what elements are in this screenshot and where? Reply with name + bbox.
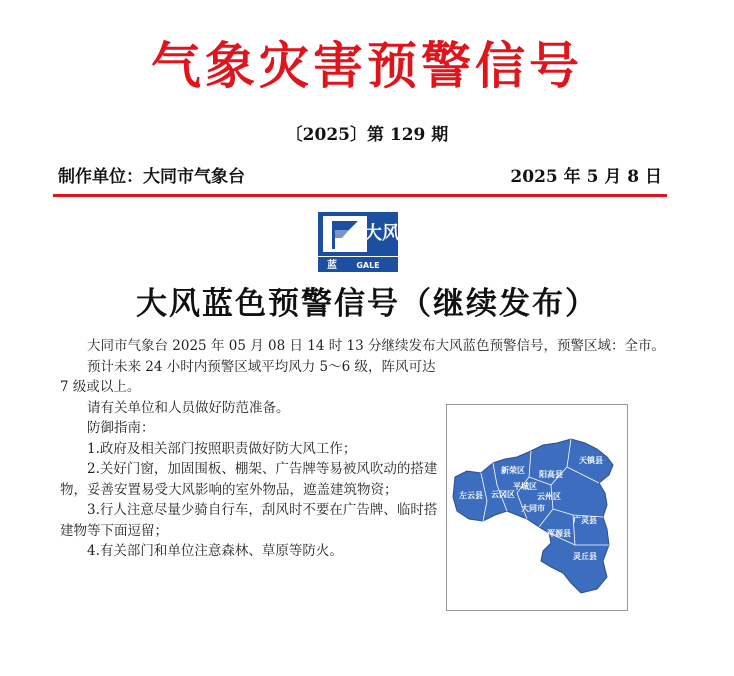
guide-title: 防御指南： xyxy=(87,420,155,436)
gale-blue-signal-badge xyxy=(318,212,398,272)
map-label-hunyuan: 浑源县 xyxy=(547,529,571,538)
map-label-yungang: 云冈区 xyxy=(491,490,515,499)
warning-paragraph-3: 请有关单位和人员做好防范准备。 xyxy=(87,399,290,416)
unit-date-row xyxy=(58,162,662,188)
map-label-guangling: 广灵县 xyxy=(573,516,597,525)
warning-area-map xyxy=(446,404,628,611)
warning-paragraph-1: 大同市气象台 2025 年 05 月 08 日 14 时 13 分继续发布大风蓝色预警信号，预警区域：全市。 xyxy=(87,338,665,354)
guide-item-2: 2.关好门窗，加固围板、棚架、广告牌等易被风吹动的搭建物，妥善安置易受大风影响的室外物品，遮盖建筑物资； xyxy=(60,461,438,498)
issuing-unit: 制作单位：大同市气象台 xyxy=(58,167,245,187)
map-label-xinrong: 新荣区 xyxy=(501,466,525,475)
warning-heading: 大风蓝色预警信号（继续发布） xyxy=(136,286,598,322)
map-label-yunzhou: 云州区 xyxy=(537,492,561,501)
issue-date: 2025 年 5 月 8 日 xyxy=(510,167,662,187)
guide-item-3: 3.行人注意尽量少骑自行车，刮风时不要在广告牌、临时搭建物等下面逗留； xyxy=(60,502,438,539)
map-label-datong-city: 大同市 xyxy=(521,504,545,513)
document-title: 气象灾害预警信号 xyxy=(151,36,583,95)
map-label-pingcheng: 平城区 xyxy=(513,482,537,491)
header-divider xyxy=(53,194,667,197)
issue-number: 〔2025〕第 129 期 xyxy=(285,125,449,145)
guide-item-1: 1.政府及相关部门按照职责做好防大风工作； xyxy=(87,440,357,457)
warning-paragraph-2: 预计未来 24 小时内预警区域平均风力 5～6 级，阵风可达 7 级或以上。 xyxy=(60,358,436,395)
map-label-tianzhen: 天镇县 xyxy=(579,456,603,465)
badge-main-text: 大风 xyxy=(364,223,398,244)
map-label-lingqiu: 灵丘县 xyxy=(573,552,597,561)
map-label-zuoyun: 左云县 xyxy=(459,491,483,500)
wind-flag-icon xyxy=(323,216,367,252)
badge-code-text: GALE xyxy=(356,261,380,270)
map-label-yanggao: 阳高县 xyxy=(539,470,563,479)
guide-item-4: 4.有关部门和单位注意森林、草原等防火。 xyxy=(87,543,343,559)
badge-level-text: 蓝 xyxy=(327,260,337,271)
